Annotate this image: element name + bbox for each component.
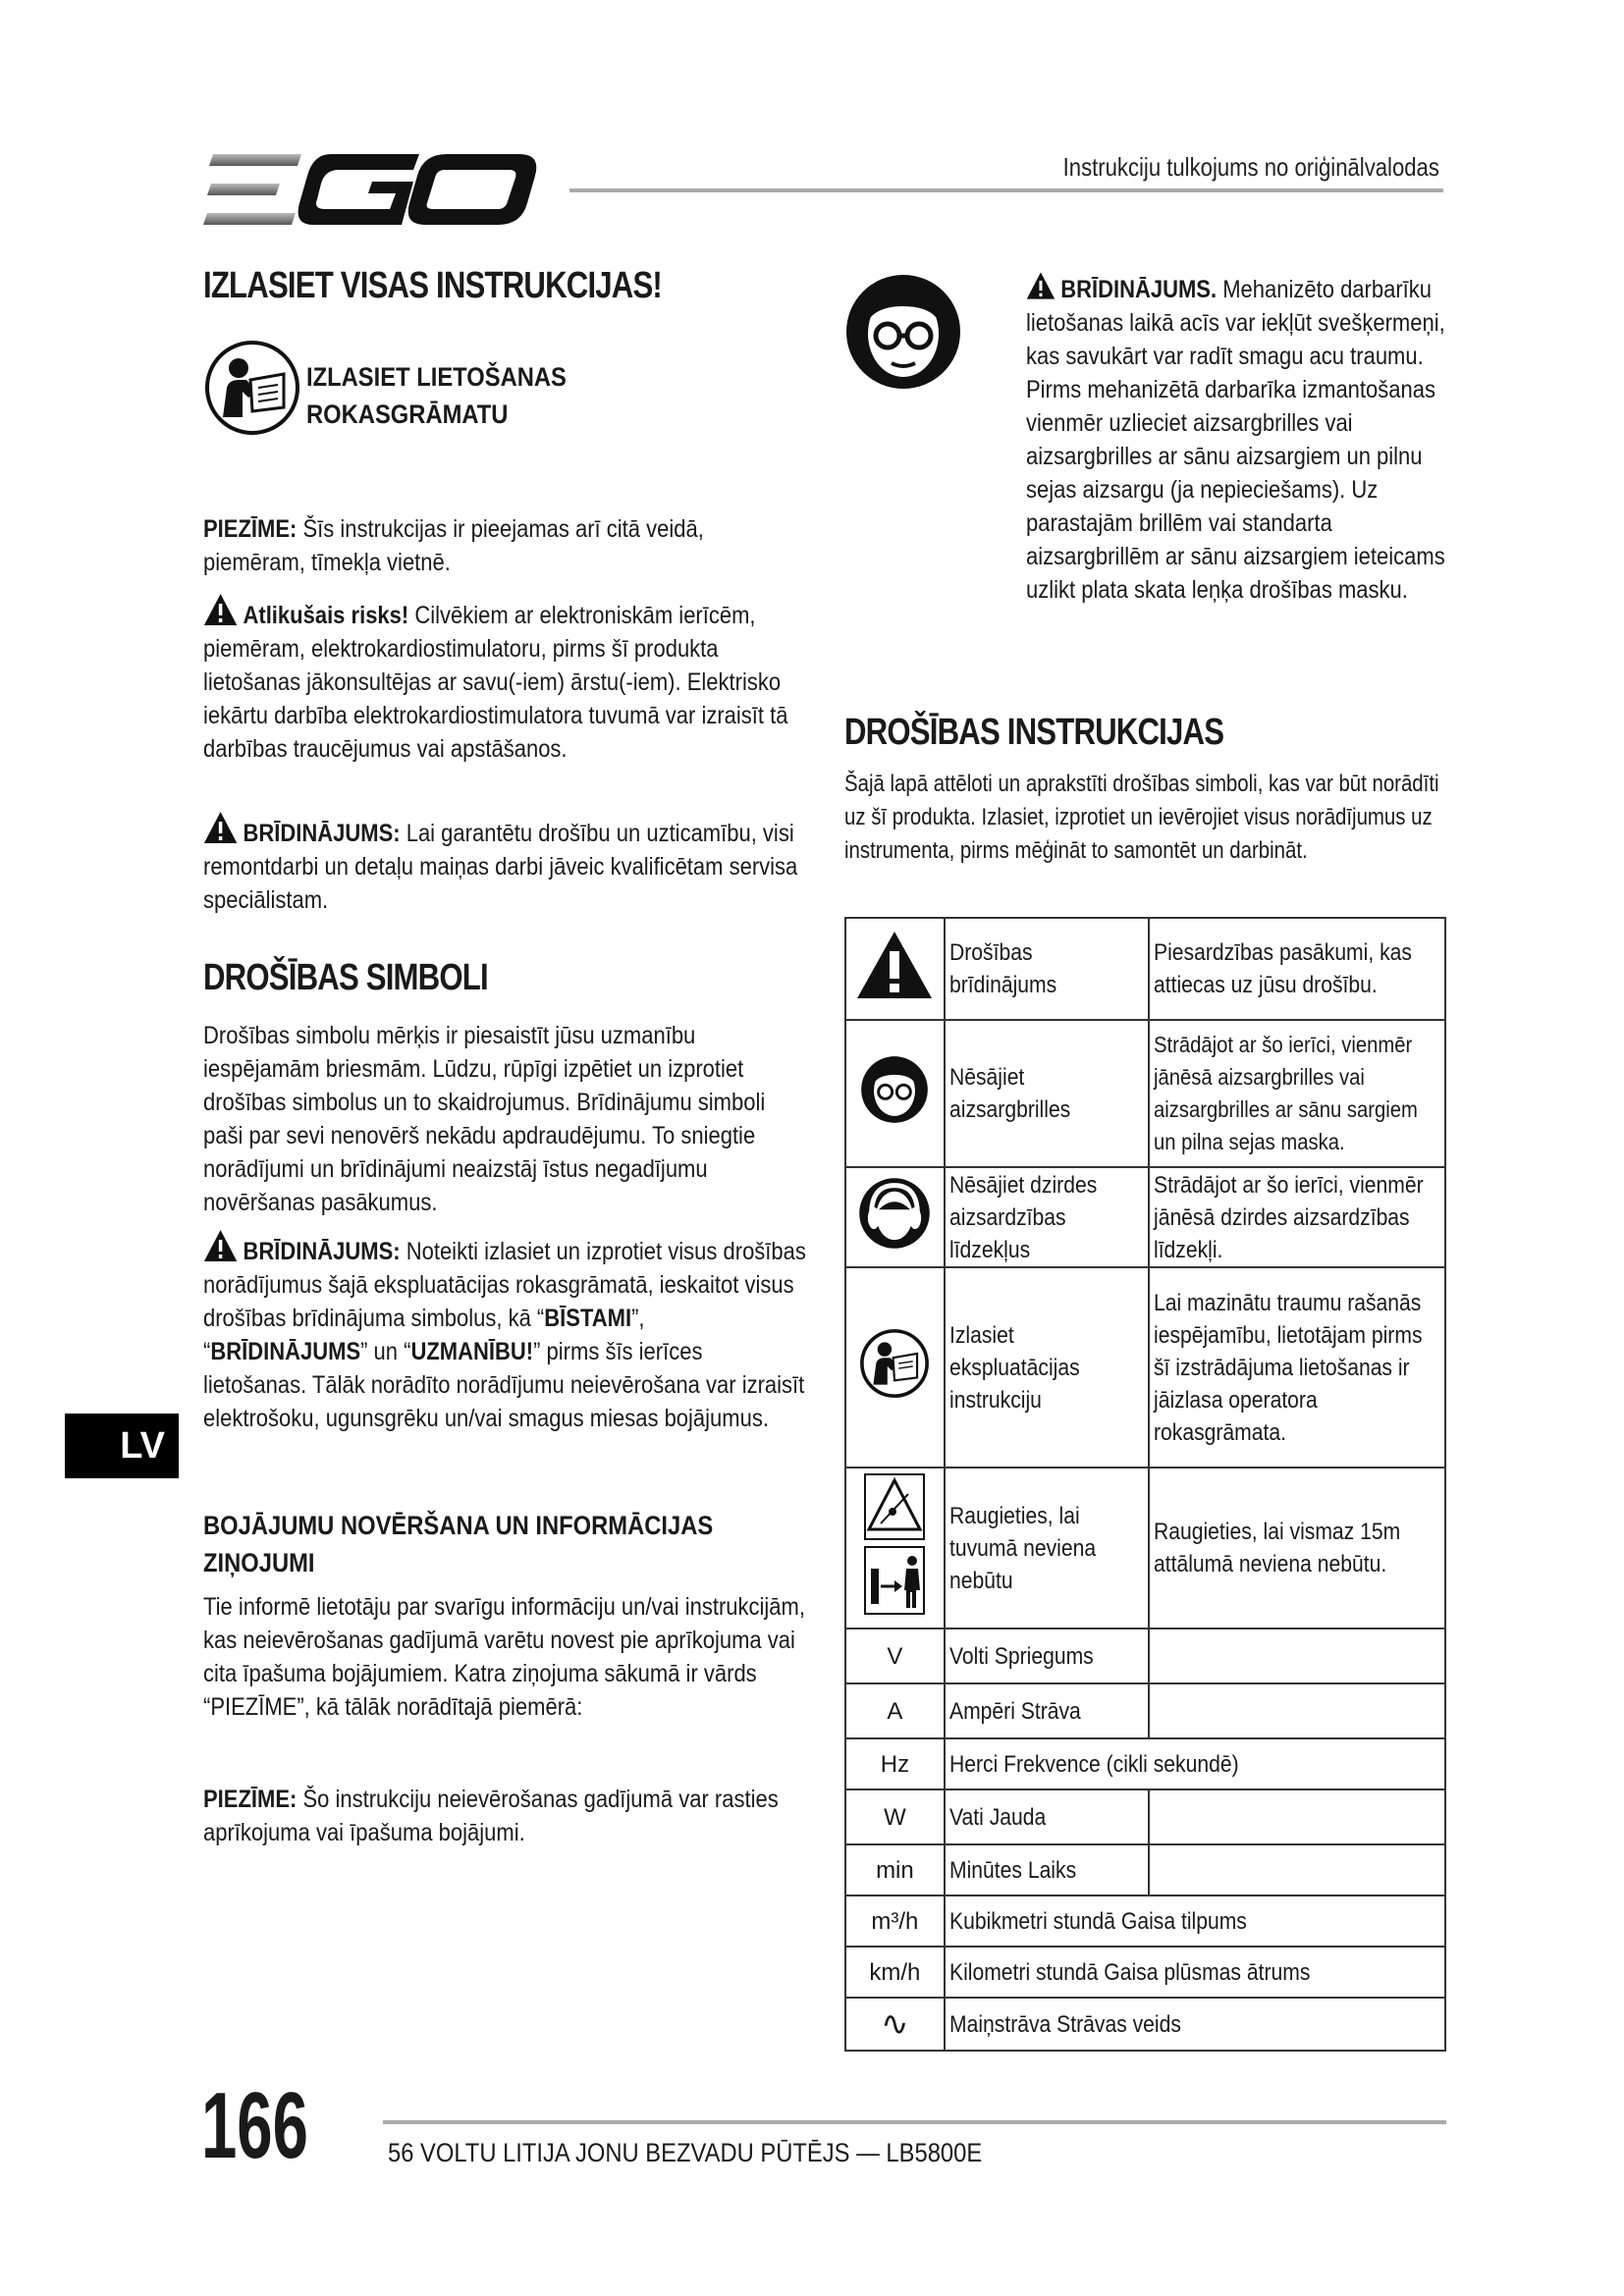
- unit-symbol: km/h: [845, 1947, 945, 1998]
- bystander-distance-icon: [845, 1468, 945, 1629]
- safety-instructions-title: DROŠĪBAS INSTRUKCIJAS: [844, 712, 1224, 753]
- note-2: PIEZĪME: Šo instrukciju neievērošanas gadījumā var rasties aprīkojuma vai īpašuma bojājumi.: [203, 1786, 779, 1846]
- unit-description: Maiņstrāva Strāvas veids: [948, 2010, 1181, 2038]
- alternating-current-icon: ∿: [845, 1998, 945, 2051]
- header-rule: [569, 188, 1443, 192]
- page-number: 166: [201, 2073, 308, 2178]
- language-tab: LV: [65, 1414, 179, 1478]
- warning-1: BRĪDINĀJUMS: Lai garantētu drošību un uzticamību, visi remontdarbi un detaļu maiņas darbi jāveic kvalificētam servisa speciālistam.: [203, 811, 809, 917]
- table-row: [845, 1267, 1445, 1468]
- unit-description: Ampēri Strāva: [948, 1697, 1081, 1725]
- symbol-name: Izlasiet ekspluatācijas instrukciju: [948, 1321, 1080, 1414]
- symbol-description: Strādājot ar šo ierīci, vienmēr jānēsā dzirdes aizsardzības līdzekļi.: [1153, 1171, 1424, 1263]
- residual-risk: Atlikušais risks! Cilvēkiem ar elektroniskām ierīcēm, piemēram, elektrokardiostimulatoru, pirms šī produkta lietošanas jākonsultējas ar savu(-iem) ārstu(-iem). Elektrisko iekārtu darbība elektrokardiostimulatora tuvumā var izraisīt tā darbības traucējumus vai apstāšanos.: [203, 593, 809, 766]
- symbol-name: Raugieties, lai tuvumā neviena nebūtu: [948, 1502, 1096, 1594]
- table-row: [845, 1789, 1445, 1844]
- safety-glasses-icon: [845, 1020, 945, 1167]
- symbols-title: DROŠĪBAS SIMBOLI: [203, 957, 488, 998]
- table-row: [845, 1738, 1445, 1789]
- table-row: [845, 1844, 1445, 1896]
- safety-symbols-table: [844, 917, 1446, 2052]
- unit-symbol: A: [845, 1683, 945, 1738]
- warning-triangle-icon: [203, 593, 238, 626]
- unit-symbol: Hz: [845, 1738, 945, 1789]
- ego-logo: [203, 152, 537, 229]
- unit-symbol: min: [845, 1844, 945, 1896]
- eye-warning: BRĪDINĀJUMS. Mehanizēto darbarīku lietošanas laikā acīs var iekļūt svešķermeņi, kas savukārt var radīt smagu acu traumu. Pirms mehanizētā darbarīka izmantošanas vienmēr uzlieciet aizsargbrilles vai aizsargbrilles ar sānu aizsargiem un pilnu sejas aizsargu (ja nepieciešams). Uz parastajām brillēm vai standarta aizsargbrillēm ar sānu aizsargiem ieteicams uzlikt plata skata leņķa drošības masku.: [1026, 271, 1446, 607]
- translation-note: Instrukciju tulkojums no oriģinālvalodas: [1062, 152, 1439, 182]
- warning-triangle-icon: [203, 811, 238, 844]
- unit-symbol: m³/h: [845, 1896, 945, 1947]
- symbol-description: Strādājot ar šo ierīci, vienmēr jānēsā aizsargbrilles vai aizsargbrilles ar sānu sargiem un pilna sejas maska.: [1153, 1032, 1418, 1154]
- safety-intro: Šajā lapā attēloti un aprakstīti drošības simboli, kas var būt norādīti uz šī produkta. Izlasiet, izprotiet un ievērojiet visus norādījumus uz instrumenta, pirms mēģināt to samontēt un darbināt.: [844, 771, 1439, 864]
- damage-text: Tie informē lietotāju par svarīgu informāciju un/vai instrukcijām, kas neievērošanas gadījumā varētu novest pie aprīkojuma vai cita īpašuma bojājumiem. Katra ziņojuma sākumā ir vārds “PIEZĪME”, kā tālāk norādītajā piemērā:: [203, 1593, 805, 1721]
- unit-symbol: W: [845, 1789, 945, 1844]
- table-row: [845, 1998, 1445, 2051]
- read-manual-icon: [203, 339, 301, 442]
- safety-glasses-icon: [844, 273, 962, 396]
- symbols-intro: Drošības simbolu mērķis ir piesaistīt jūsu uzmanību iespējamām briesmām. Lūdzu, rūpīgi izpētiet un izprotiet drošības simbolus un to skaidrojumus. Brīdinājumu simboli paši par sevi nenovērš nekādu apdraudējumu. To sniegtie norādījumi un brīdinājumi neaizstāj īstus negadījumu novēršanas pasākumus.: [203, 1022, 766, 1216]
- warning-2: BRĪDINĀJUMS: Noteikti izlasiet un izprotiet visus drošības norādījumus šajā ekspluatācijas rokasgrāmatā, ieskaitot visus drošības brīdinājuma simbolus, kā “BĪSTAMI”, “BRĪDINĀJUMS” un “UZMANĪBU!” pirms šīs ierīces lietošanas. Tālāk norādīto norādījumu neievērošana var izraisīt elektrošoku, ugunsgrēku un/vai smagus miesas bojājumus.: [203, 1229, 809, 1435]
- table-row: [845, 1468, 1445, 1629]
- warning-triangle-icon: [203, 1229, 238, 1262]
- footer-rule: [383, 2120, 1446, 2124]
- warning-triangle-icon: [1026, 271, 1056, 300]
- table-row: [845, 1167, 1445, 1267]
- symbol-name: Nēsājiet aizsargbrilles: [948, 1064, 1071, 1123]
- hearing-protection-icon: [845, 1167, 945, 1267]
- unit-description: Minūtes Laiks: [948, 1856, 1076, 1884]
- table-row: [845, 1947, 1445, 1998]
- table-row: [845, 918, 1445, 1020]
- damage-title: BOJĀJUMU NOVĒRŠANA UN INFORMĀCIJAS ZIŅOJUMI: [203, 1511, 714, 1577]
- read-manual-label: IZLASIET LIETOŠANAS ROKASGRĀMATU: [306, 362, 567, 429]
- read-manual-icon: [845, 1267, 945, 1468]
- symbol-description: Raugieties, lai vismaz 15m attālumā neviena nebūtu.: [1153, 1519, 1400, 1577]
- table-row: [845, 1629, 1445, 1683]
- symbol-description: Piesardzības pasākumi, kas attiecas uz jūsu drošību.: [1153, 939, 1412, 998]
- product-name: 56 VOLTU LITIJA JONU BEZVADU PŪTĒJS — LB5800E: [388, 2138, 983, 2167]
- read-all-title: IZLASIET VISAS INSTRUKCIJAS!: [203, 265, 662, 306]
- unit-symbol: V: [845, 1629, 945, 1683]
- symbol-name: Nēsājiet dzirdes aizsardzības līdzekļus: [948, 1171, 1098, 1263]
- table-row: [845, 1020, 1445, 1167]
- unit-description: Herci Frekvence (cikli sekundē): [948, 1750, 1239, 1778]
- unit-description: Kilometri stundā Gaisa plūsmas ātrums: [948, 1958, 1311, 1986]
- unit-description: Volti Spriegums: [948, 1642, 1094, 1670]
- table-row: [845, 1896, 1445, 1947]
- symbol-name: Drošības brīdinājums: [948, 939, 1056, 998]
- symbol-description: Lai mazinātu traumu rašanās iespējamību, lietotājam pirms šī izstrādājuma lietošanas ir jāizlasa operatora rokasgrāmata.: [1153, 1289, 1423, 1446]
- table-row: [845, 1683, 1445, 1738]
- warning-triangle-icon: [845, 918, 945, 1020]
- note-1: PIEZĪME: Šīs instrukcijas ir pieejamas arī citā veidā, piemēram, tīmekļa vietnē.: [203, 515, 704, 576]
- unit-description: Vati Jauda: [948, 1803, 1047, 1831]
- unit-description: Kubikmetri stundā Gaisa tilpums: [948, 1907, 1247, 1935]
